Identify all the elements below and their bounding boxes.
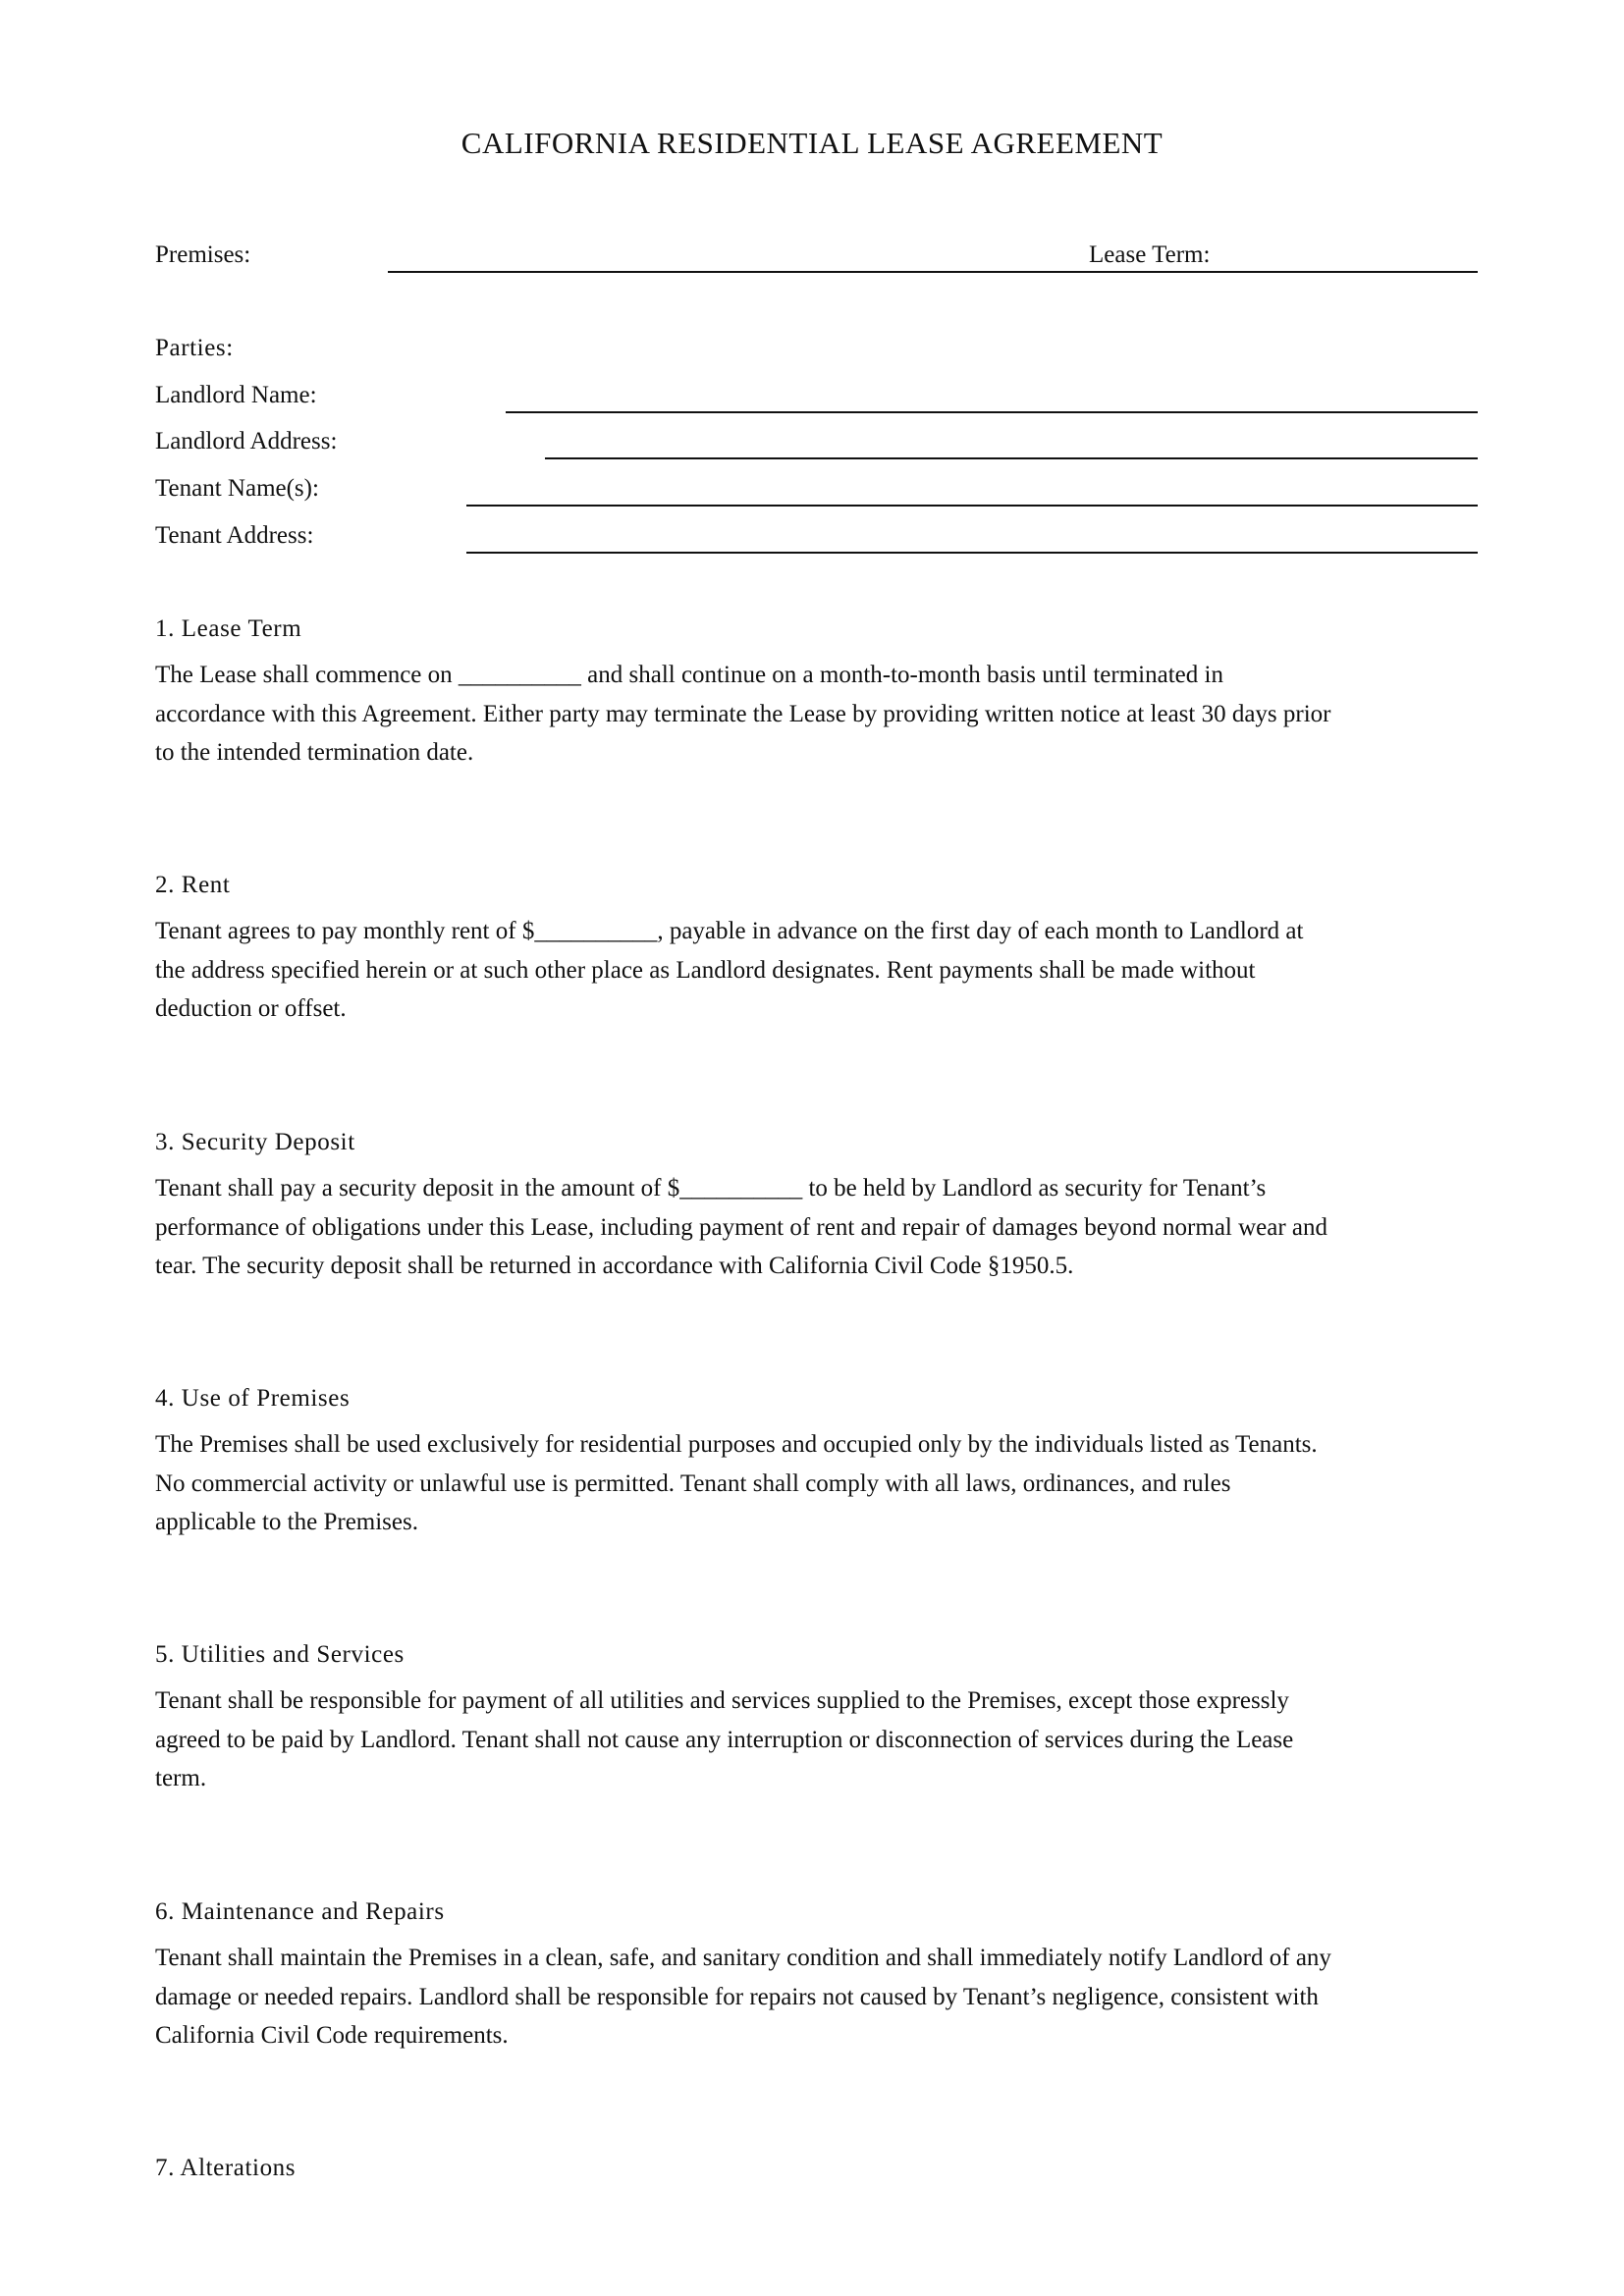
text-line: Tenant shall be responsible for payment of all utilities and services supplied to the Premises, except those expressly xyxy=(155,1687,1289,1714)
text-line: No commercial activity or unlawful use is permitted. Tenant shall comply with all laws, ordinances, and rules xyxy=(155,1469,1231,1497)
section-5-text xyxy=(155,1682,1293,1798)
text-line: The Premises shall be used exclusively for residential purposes and occupied only by the individuals listed as Tenants. xyxy=(155,1431,1318,1458)
section-3-text xyxy=(155,1169,1327,1286)
premises-label: Premises: xyxy=(155,241,251,268)
text-line: applicable to the Premises. xyxy=(155,1509,418,1535)
text-line: The Lease shall commence on __________ and shall continue on a month-to-month basis until terminated in xyxy=(155,662,1223,688)
document-title: CALIFORNIA RESIDENTIAL LEASE AGREEMENT xyxy=(460,126,1164,160)
lease-term-label: Lease Term: xyxy=(1089,241,1211,268)
section-7-heading: 7. Alterations xyxy=(155,2155,297,2181)
text-line: to the intended termination date. xyxy=(155,739,474,766)
text-line: Tenant shall maintain the Premises in a clean, safe, and sanitary condition and shall immediately notify Landlord of any xyxy=(155,1945,1331,1971)
landlord-address-line xyxy=(545,457,1478,459)
landlord-address-label: Landlord Address: xyxy=(155,428,338,454)
text-line: California Civil Code requirements. xyxy=(155,2022,509,2049)
section-6-text xyxy=(155,1939,1331,2056)
tenant-address-label: Tenant Address: xyxy=(155,522,314,549)
tenant-names-line xyxy=(466,505,1478,507)
text-line: the address specified herein or at such other place as Landlord designates. Rent payments shall be made without xyxy=(155,956,1256,984)
text-line: term. xyxy=(155,1765,207,1791)
parties-heading: Parties: xyxy=(155,335,234,361)
section-1-text xyxy=(155,656,1331,773)
tenant-names-label: Tenant Name(s): xyxy=(155,475,319,502)
section-4-text xyxy=(155,1425,1318,1542)
text-line: Tenant agrees to pay monthly rent of $__________, payable in advance on the first day of each month to Landlord at xyxy=(155,918,1304,944)
section-2-heading: 2. Rent xyxy=(155,872,231,898)
text-line: agreed to be paid by Landlord. Tenant shall not cause any interruption or disconnection of services during the Lease xyxy=(155,1726,1294,1753)
text-line: tear. The security deposit shall be returned in accordance with California Civil Code §1950.5. xyxy=(155,1253,1074,1279)
text-line: accordance with this Agreement. Either party may terminate the Lease by providing written notice at least 30 days prior xyxy=(155,700,1331,727)
tenant-address-line xyxy=(466,552,1478,554)
landlord-name-line xyxy=(506,411,1478,413)
text-line: deduction or offset. xyxy=(155,995,347,1022)
section-2-text xyxy=(155,912,1303,1029)
text-line: performance of obligations under this Lease, including payment of rent and repair of damages beyond normal wear and xyxy=(155,1213,1328,1241)
section-4-heading: 4. Use of Premises xyxy=(155,1385,351,1412)
premises-line xyxy=(388,271,1478,273)
text-line: damage or needed repairs. Landlord shall be responsible for repairs not caused by Tenant’s negligence, consistent with xyxy=(155,1983,1319,2010)
text-line: Tenant shall pay a security deposit in the amount of $__________ to be held by Landlord as security for Tenant’s xyxy=(155,1175,1267,1201)
section-5-heading: 5. Utilities and Services xyxy=(155,1641,405,1668)
section-6-heading: 6. Maintenance and Repairs xyxy=(155,1898,445,1925)
section-3-heading: 3. Security Deposit xyxy=(155,1129,355,1155)
section-1-heading: 1. Lease Term xyxy=(155,615,302,642)
landlord-name-label: Landlord Name: xyxy=(155,382,317,408)
